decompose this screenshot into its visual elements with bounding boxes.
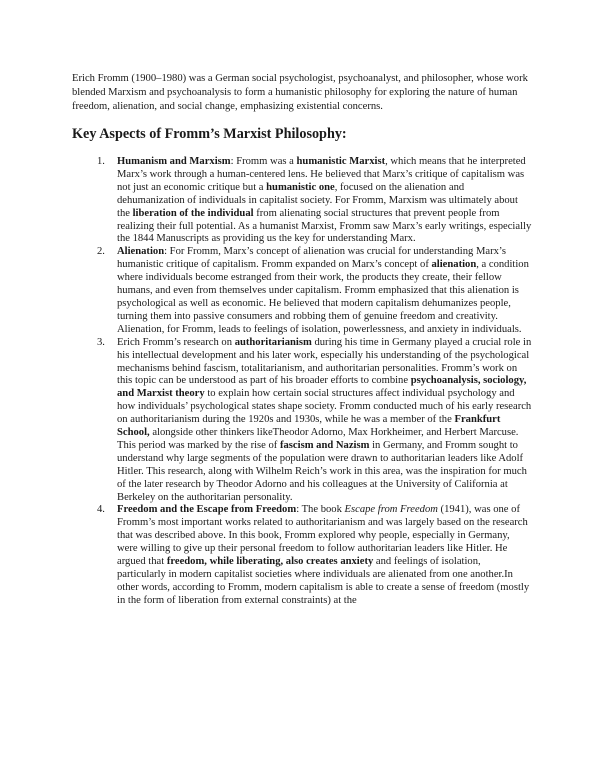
list-item (72, 156, 532, 246)
list-number: 1. (97, 156, 105, 167)
italic-text: Escape from Freedom (344, 504, 438, 516)
bold-text: humanistic Marxist (296, 156, 386, 167)
text-run: in Germany, and Fromm sought to understand why large segments of the population were drawn to authoritarian leaders like Adolf Hitler. This research, along with Wilhelm Reich’s work in this area, was the inspiration for much of the later research by Theodor Adorno and his colleagues at the University of California at Berkeley on the authoritarian personality. (117, 439, 527, 503)
list-item-text (117, 504, 529, 605)
bold-text: Humanism and Marxism (117, 156, 231, 167)
bold-text: psychoanalysis, sociology, and Marxist theory (117, 375, 527, 400)
text-run: alongside other thinkers likeTheodor Adorno, Max Horkheimer, and Herbert Marcuse. This period was marked by the rise of (117, 427, 519, 451)
numbered-list (72, 156, 532, 608)
intro-paragraph: Erich Fromm (1900–1980) was a German social psychologist, psychoanalyst, and philosopher, whose work blended Marxism and psychoanalysis to form a humanistic philosophy for exploring the nature of human freedom, alienation, and social change, emphasizing existential concerns. (72, 73, 528, 113)
bold-text: Alienation (117, 246, 165, 258)
text-run: Erich Fromm’s research on (117, 336, 235, 348)
text-run: and feelings of isolation, particularly in modern capitalist societies where individuals are alienated from one another.In other words, according to Fromm, modern capitalism is able to create a sense of freedom (mostly in the form of liberation from external constraints) at the (117, 556, 530, 606)
text-run: , which means that he interpreted Marx’s work through a human-centered lens. He believed that Marx’s critique of capitalism was not just an economic critique but a (117, 156, 526, 193)
bold-text: authoritarianism (234, 336, 312, 348)
text-run: : Fromm was a (230, 156, 297, 167)
list-item-text (117, 156, 531, 244)
text-run: during his time in Germany played a crucial role in his intellectual development and his later work, especially his understanding of the psychological mechanisms behind fascism, totalitarianism, and authoritarian personalities. Fromm’s work on this topic can be understood as part of his broader efforts to combine (117, 336, 532, 387)
bold-text: humanistic one (266, 181, 335, 193)
bold-text: Freedom and the Escape from Freedom (117, 504, 297, 516)
text-run: , focused on the alienation and dehumanization of individuals in capitalist society. For Fromm, Marxism was ultimately about the (117, 181, 518, 219)
list-item (72, 246, 532, 336)
text-run: (1941), was one of Fromm’s most important works related to authoritarianism and was largely based on the research that was described above. In this book, Fromm explored why people, especially in Germany, were willing to give up their personal freedom to follow authoritarian leaders like Hitler. He argued that (117, 504, 528, 568)
text-run: from alienating social structures that prevent people from realizing their full potential. As a humanist Marxist, Fromm saw Marx’s early writings, especially the 1844 Manuscripts as providing us the key for understanding Marx. (117, 207, 532, 245)
list-number: 2. (97, 246, 105, 258)
bold-text: Frankfurt School, (117, 414, 501, 439)
bold-text: alienation (431, 259, 477, 271)
section-heading: Key Aspects of Fromm’s Marxist Philosophy: (72, 126, 347, 142)
list-item-text (117, 246, 529, 334)
bold-text: liberation of the individual (132, 207, 254, 219)
text-run: , a condition where individuals become estranged from their work, the products they create, their fellow humans, and even from themselves under capitalism. Fromm emphasized that this alienation is psychological as well as economic. He believed that modern capitalism dehumanizes people, turning them into passive consumers and robbing them of genuine freedom and creativity. Alienation, for Fromm, leads to feelings of isolation, powerlessness, and anxiety in individuals. (117, 259, 529, 335)
text-run: : The book (296, 504, 345, 516)
bold-text: freedom, while liberating, also creates anxiety (166, 556, 374, 568)
list-item (72, 337, 532, 505)
text-run: : For Fromm, Marx’s concept of alienation was crucial for understanding Marx’s humanistic critique of capitalism. Fromm expanded on Marx’s concept of (117, 246, 506, 271)
text-run: to explain how certain social structures affect individual psychology and how individuals’ psychological states shape society. Fromm conducted much of his early research on authoritarianism during the 1920s and 1930s, while he was a member of the (117, 388, 532, 426)
bold-text: fascism and Nazism (279, 439, 370, 451)
list-item (72, 504, 532, 607)
list-item-text (117, 337, 531, 503)
list-number: 4. (97, 504, 105, 516)
list-number: 3. (97, 336, 105, 348)
